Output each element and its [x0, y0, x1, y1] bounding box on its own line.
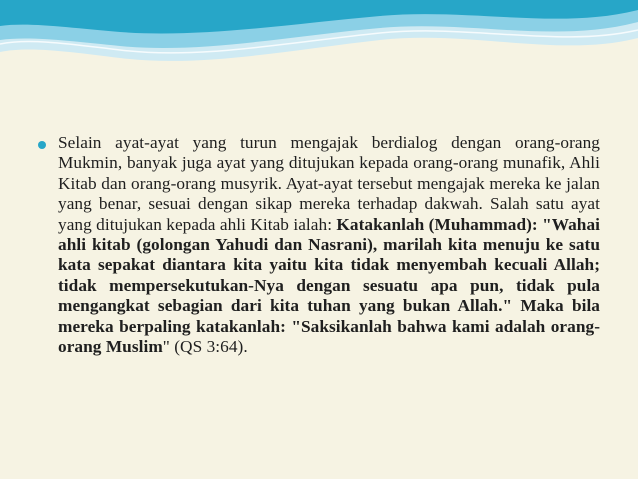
filled-circle-bullet-icon	[38, 141, 46, 149]
header-wave-decoration	[0, 0, 638, 72]
paragraph-intro: Selain ayat-ayat yang turun mengajak berdialog dengan orang-orang Mukmin, banyak juga ayat yang ditujukan kepada orang-orang munafik, Ahli Kitab dan orang-orang musyrik. Ayat-ayat tersebut mengajak mereka ke jalan yang benar, sesuai dengan sikap mereka terhadap dakwah. Salah satu ayat yang ditujukan kepada ahli Kitab ialah:	[58, 133, 600, 234]
bullet-paragraph	[58, 133, 600, 357]
quote-citation: " (QS 3:64).	[162, 337, 248, 357]
slide-content	[38, 133, 600, 357]
quran-quote: Katakanlah (Muhammad): "Wahai ahli kitab (golongan Yahudi dan Nasrani), marilah kita menuju ke satu kata sepakat diantara kita yaitu kita tidak menyembah kecuali Allah; tidak mempersekutukan-Nya dengan sesuatu apa pun, tidak pula mengangkat sebagian dari kita tuhan yang bukan Allah." Maka bila mereka berpaling katakanlah: "Saksikanlah bahwa kami adalah orang-orang Muslim	[58, 214, 601, 357]
bullet-item	[38, 133, 600, 357]
